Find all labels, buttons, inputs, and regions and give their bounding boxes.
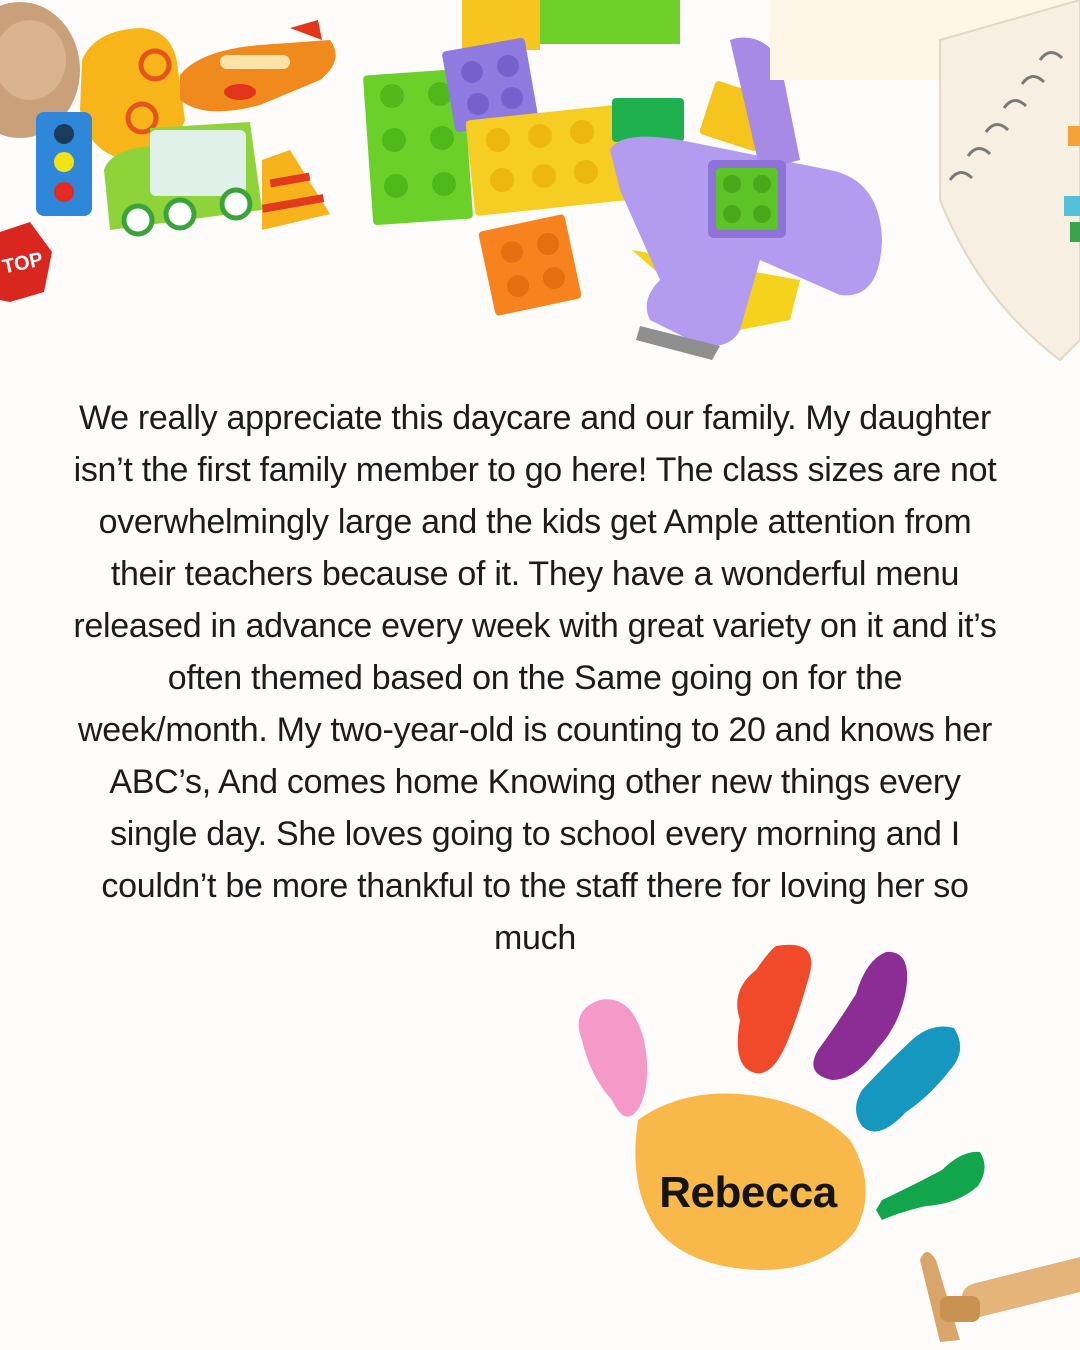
stop-sign-icon — [0, 222, 52, 302]
reviewer-name: Rebecca — [659, 1168, 837, 1217]
testimonial-text: We really appreciate this daycare and our family. My daughter isn’t the first family member to go here! The class sizes are not overwhelmingly large and the kids get Ample attention from their teachers because of it. They have a wonderful menu released in advance every week with great variety on it and it’s often themed based on the Same going on for the week/month. My two-year-old is counting to 20 and knows her ABC’s, And comes home Knowing other new things every single day. She loves going to school every morning and I couldn’t be more thankful to the staff there for loving her so much — [73, 399, 997, 957]
traffic-light-icon — [36, 112, 92, 216]
toys-decoration — [0, 0, 1080, 400]
stop-sign-text: TOP — [0, 248, 45, 279]
handprint-icon — [560, 930, 1000, 1270]
wooden-peg-icon — [900, 1230, 1080, 1350]
traffic-cone-icon — [262, 150, 330, 230]
toy-airplane-icon — [180, 20, 336, 111]
purple-toy-plane-icon — [610, 38, 882, 361]
